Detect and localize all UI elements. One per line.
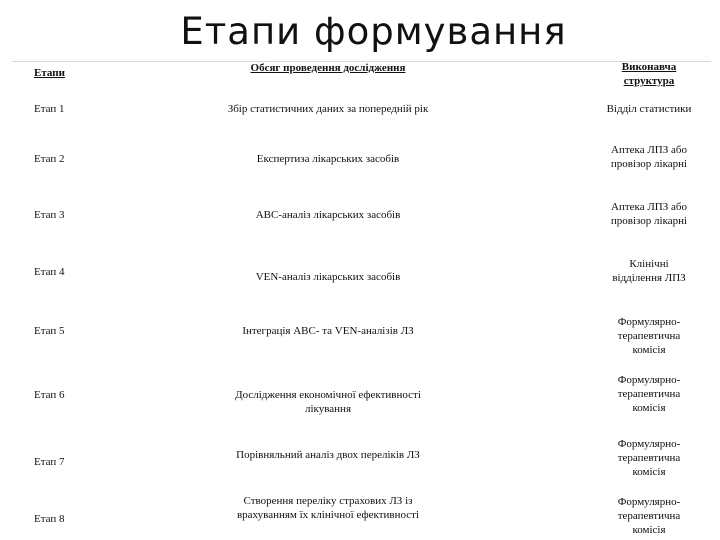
scope-line: лікування [305,403,351,415]
scope-line: ABC-аналіз лікарських засобів [255,209,401,221]
responsible-line: терапевтична [617,388,681,400]
responsible-line: Формулярно- [617,374,681,386]
row-1-responsible [584,102,714,116]
row-7-stage: Етап 7 [34,456,65,468]
responsible-line: Аптека ЛПЗ або [611,201,687,213]
responsible-line: провізор лікарні [610,215,688,227]
scope-line: врахуванням їх клінічної ефективності [236,509,419,521]
responsible-line: Формулярно- [617,438,681,450]
scope-line: Дослідження економічної ефективності [235,389,421,401]
row-1-scope [200,102,456,116]
responsible-line: відділення ЛПЗ [612,272,686,284]
responsible-line: Відділ статистики [606,103,692,115]
row-5-scope [200,324,456,338]
row-3-scope [200,208,456,222]
responsible-line: комісія [632,466,666,478]
scope-line: Інтеграція ABC- та VEN-аналізів ЛЗ [242,325,414,337]
row-6-scope [200,388,456,416]
scope-line: Створення переліку страхових ЛЗ із [243,495,413,507]
responsible-line: терапевтична [617,330,681,342]
row-2-scope [200,152,456,166]
row-4-scope [200,270,456,284]
responsible-line: комісія [632,344,666,356]
responsible-line: Аптека ЛПЗ або [611,144,687,156]
header-stage: Етапи [34,67,65,79]
row-6-stage: Етап 6 [34,389,65,401]
scope-line: VEN-аналіз лікарських засобів [255,271,401,283]
responsible-line: провізор лікарні [610,158,688,170]
row-4-stage: Етап 4 [34,266,65,278]
row-5-responsible [584,315,714,357]
row-2-stage: Етап 2 [34,153,65,165]
responsible-line: терапевтична [617,452,681,464]
header-responsible-line: Виконавча [621,61,677,73]
row-2-responsible [584,143,714,171]
responsible-line: Клінічні [629,258,669,270]
row-7-scope [200,448,456,462]
header-responsible-line: структура [623,75,675,87]
row-3-stage: Етап 3 [34,209,65,221]
scope-line: Порівняльний аналіз двох переліків ЛЗ [236,449,420,461]
row-8-stage: Етап 8 [34,513,65,525]
responsible-line: Формулярно- [617,316,681,328]
header-responsible [584,60,714,88]
responsible-line: комісія [632,402,666,414]
row-8-responsible [584,495,714,537]
row-1-stage: Етап 1 [34,103,65,115]
row-8-scope [200,494,456,522]
row-5-stage: Етап 5 [34,325,65,337]
responsible-line: Формулярно- [617,496,681,508]
row-3-responsible [584,200,714,228]
slide-title: Етапи формування [180,10,567,53]
scope-line: Збір статистичних даних за попередній рік [227,103,429,115]
responsible-line: комісія [632,524,666,536]
header-scope: Обсяг проведення дослідження [250,62,406,74]
row-6-responsible [584,373,714,415]
row-7-responsible [584,437,714,479]
responsible-line: терапевтична [617,510,681,522]
scope-line: Експертиза лікарських засобів [256,153,400,165]
row-4-responsible [584,257,714,285]
